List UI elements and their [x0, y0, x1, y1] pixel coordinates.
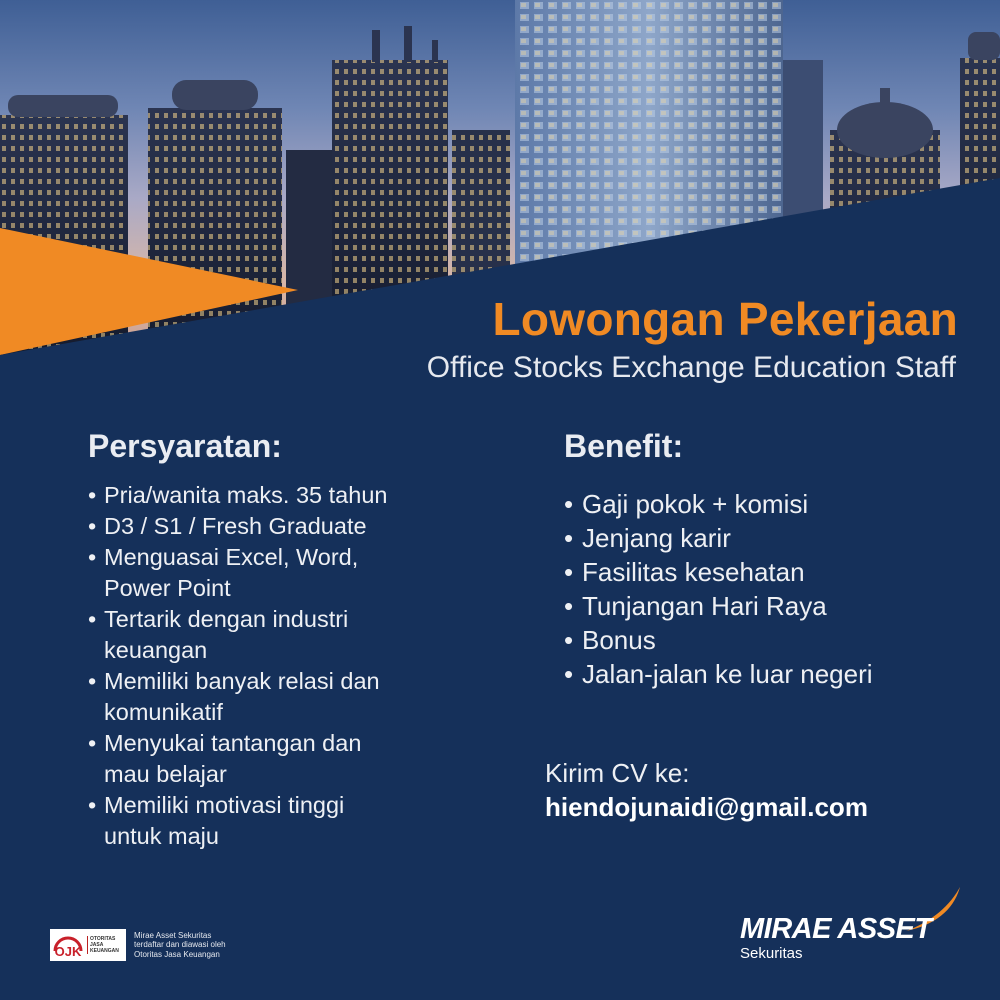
ojk-logo-text: OJK: [54, 944, 82, 959]
cv-label: Kirim CV ke:: [545, 758, 690, 788]
list-item: • Memiliki motivasi tinggi untuk maju: [88, 790, 468, 852]
page-title: Lowongan Pekerjaan: [492, 293, 958, 345]
list-item: • D3 / S1 / Fresh Graduate: [88, 511, 468, 542]
ojk-emblem-icon: [50, 929, 86, 961]
list-item: • Menyukai tantangan dan mau belajar: [88, 728, 468, 790]
requirements-heading: Persyaratan:: [88, 428, 282, 464]
list-item: • Jalan-jalan ke luar negeri: [564, 657, 964, 691]
contact-email: hiendojunaidi@gmail.com: [545, 792, 868, 822]
list-item: • Memiliki banyak relasi dan komunikatif: [88, 666, 468, 728]
job-position: Office Stocks Exchange Education Staff: [426, 351, 956, 384]
ojk-logo-words: OTORITAS JASA KEUANGAN: [87, 936, 119, 954]
ojk-registration: [50, 928, 226, 962]
list-item: • Pria/wanita maks. 35 tahun: [88, 480, 468, 511]
list-item: • Gaji pokok + komisi: [564, 487, 964, 521]
benefits-list: [564, 487, 964, 691]
mirae-asset-logo: [738, 885, 968, 965]
list-item: • Menguasai Excel, Word, Power Point: [88, 542, 468, 604]
list-item: • Fasilitas kesehatan: [564, 555, 964, 589]
benefits-heading: Benefit:: [564, 428, 684, 464]
requirements-list: [88, 480, 468, 852]
brand-name: MIRAE ASSET: [740, 913, 932, 945]
list-item: • Bonus: [564, 623, 964, 657]
list-item: • Tertarik dengan industri keuangan: [88, 604, 468, 666]
ojk-logo: [50, 929, 126, 961]
list-item: • Tunjangan Hari Raya: [564, 589, 964, 623]
ojk-notice: Mirae Asset Sekuritas terdaftar dan diawasi oleh Otoritas Jasa Keuangan: [134, 930, 226, 959]
list-item: • Jenjang karir: [564, 521, 964, 555]
brand-subtitle: Sekuritas: [740, 945, 803, 962]
